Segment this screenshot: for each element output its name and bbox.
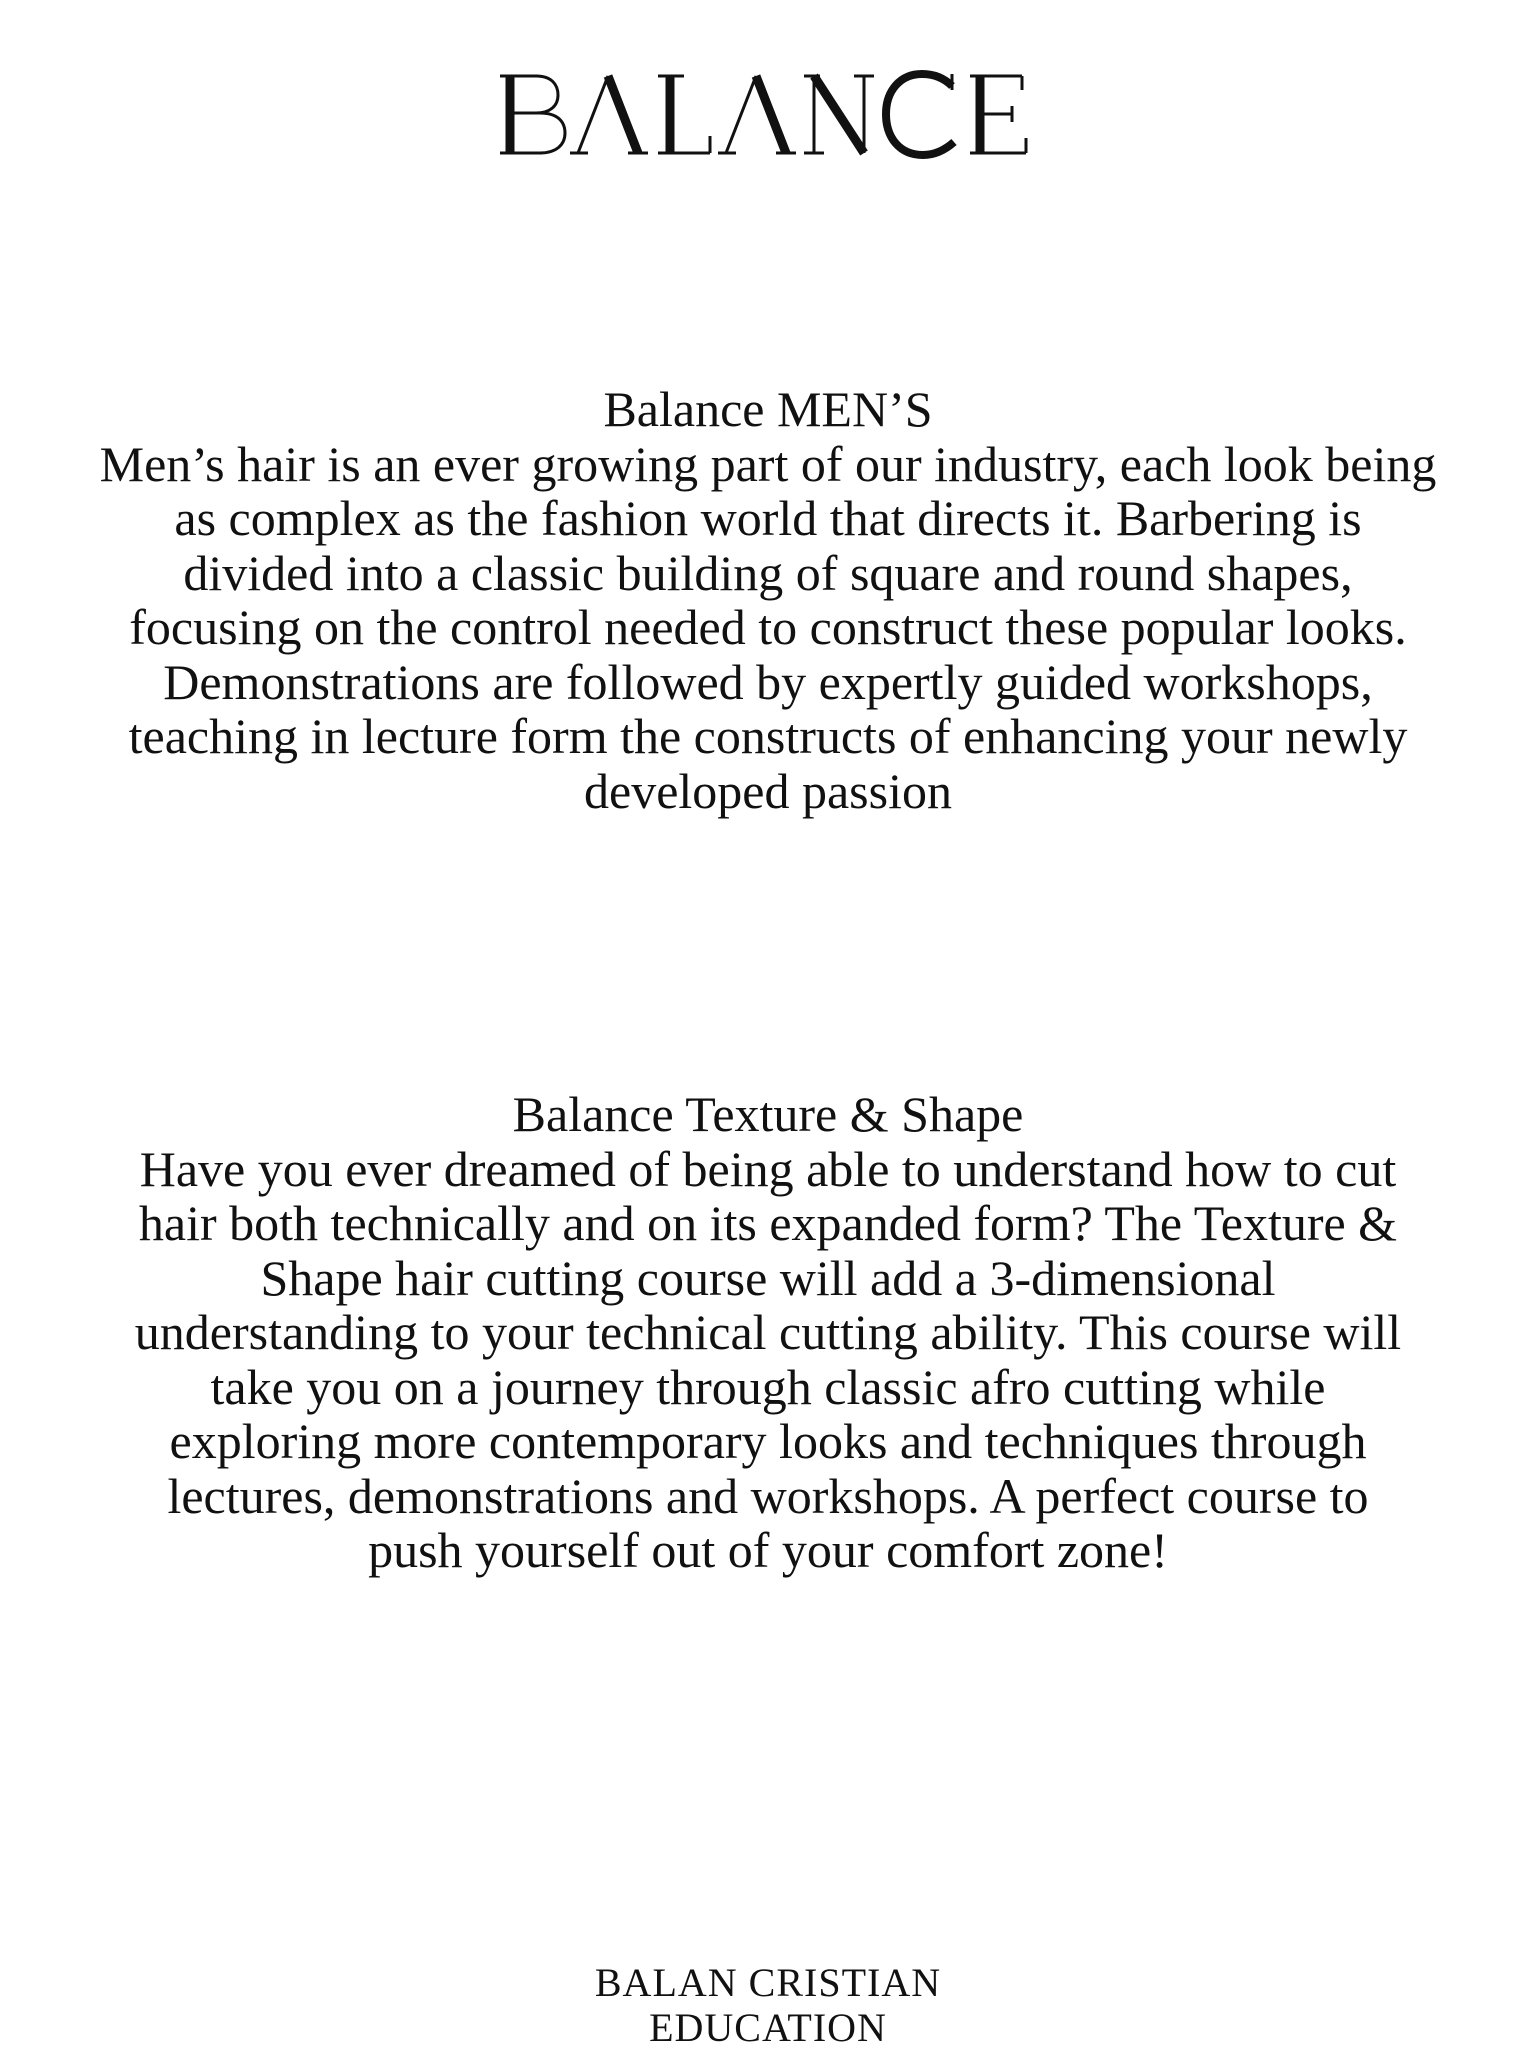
footer-brand [0, 1960, 1536, 2050]
section-description: Men’s hair is an ever growing part of our industry, each look being as complex as the fashion world that directs it. Barbering is divided into a classic building of square and round shapes, focusing on the control needed to construct these popular looks. Demonstrations are followed by expertly guided workshops, teaching in lecture form the constructs of enhancing your newly developed passion [99, 435, 1437, 819]
section-balance-mens [80, 382, 1456, 818]
section-title: Balance MEN’S [603, 381, 933, 437]
footer-line-name: BALAN CRISTIAN [594, 1960, 942, 2005]
section-description: Have you ever dreamed of being able to understand how to cut hair both technically and on its expanded form? The Texture & Shape hair cutting course will add a 3-dimensional understanding to your technical cutting ability. This course will take you on a journey through classic afro cutting while exploring more contemporary looks and techniques through lectures, demonstrations and workshops. A perfect course to push yourself out of your comfort zone! [134, 1140, 1402, 1578]
section-balance-texture-shape [80, 1087, 1456, 1578]
section-title: Balance Texture & Shape [512, 1086, 1024, 1142]
footer-line-education: EDUCATION [649, 2005, 887, 2050]
balance-wordmark [498, 58, 1038, 168]
brand-logo [0, 58, 1536, 168]
